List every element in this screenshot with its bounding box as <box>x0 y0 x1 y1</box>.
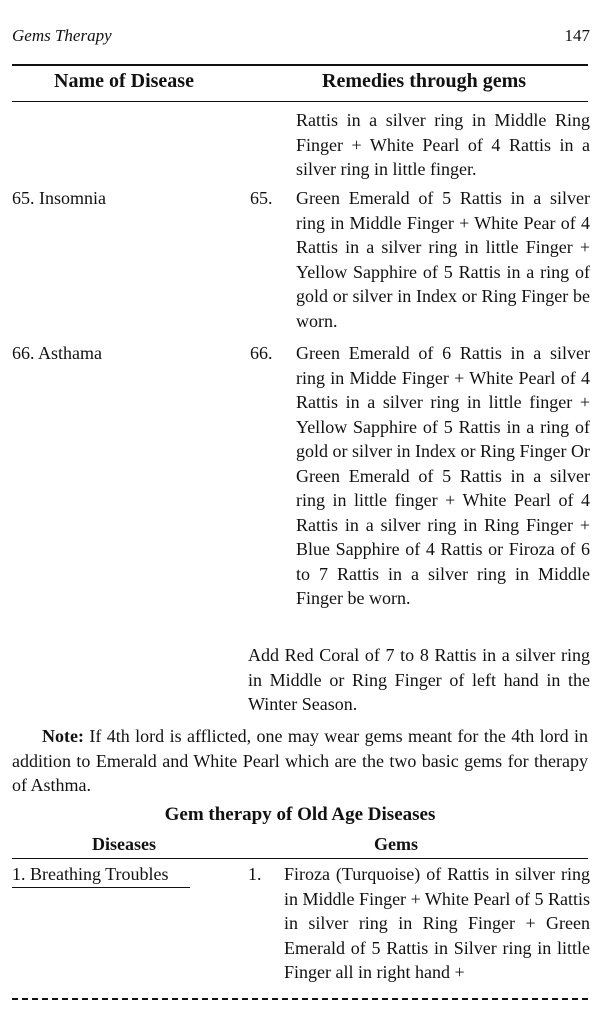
remedy-text: Green Emerald of 6 Rattis in a silver ring in Midde Finger + White Pearl of 4 Rattis in a silver ring in little finger + Yellow Sapphire of 5 Rattis in a ring of gold or silver in Index or Ring Finger Or Green Emerald of 5 Rattis in a silver ring in little finger + White Pearl of 4 Rattis in a silver ring in Ring Finger + Blue Sapphire of 4 Rattis or Firoza of 6 to 7 Rattis in a silver ring in Middle Finger be worn. <box>296 343 590 608</box>
remedy-number: 66. <box>250 343 273 363</box>
note-text: If 4th lord is afflicted, one may wear gems meant for the 4th lord in addition to Emerald and White Pearl which are the two basic gems for therapy of Asthma. <box>12 726 589 795</box>
table-top-rule <box>12 64 588 66</box>
note-paragraph <box>12 724 588 798</box>
page-continuation-dashes <box>12 998 588 1000</box>
remedy-number: 65. <box>250 188 273 208</box>
table-header-rule <box>12 101 588 102</box>
running-title: Gems Therapy <box>12 26 112 45</box>
remedy-continued: Rattis in a silver ring in Middle Ring Finger + White Pearl of 4 Rattis in a silver ring in little finger. <box>296 110 590 179</box>
remedy-addendum: Add Red Coral of 7 to 8 Rattis in a silver ring in Middle or Ring Finger of left hand in the Winter Season. <box>248 645 590 714</box>
column-header-remedy: Remedies through gems <box>322 70 527 92</box>
section-title: Gem therapy of Old Age Diseases <box>164 804 436 825</box>
page-number: 147 <box>564 26 590 45</box>
remedy-text: Firoza (Turquoise) of Rattis in silver ring in Middle Finger + White Pearl of 5 Rattis in silver ring in Ring Finger + Green Emerald of 5 Rattis in Silver ring in little Finger all in right hand + <box>284 864 590 982</box>
disease-underline <box>12 887 190 888</box>
note-label: Note: <box>42 726 84 746</box>
disease-name: 65. Insomnia <box>12 188 106 208</box>
column-header-gems: Gems <box>374 834 418 854</box>
table2-header-rule <box>12 858 588 859</box>
remedy-number: 1. <box>248 864 262 884</box>
column-header-diseases: Diseases <box>92 834 156 854</box>
disease-name: 1. Breathing Troubles <box>12 864 169 884</box>
remedy-text: Green Emerald of 5 Rattis in a silver ring in Middle Finger + White Pear of 4 Rattis in a silver ring in little Finger + Yellow Sapphire of 5 Rattis in a ring of gold or silver in Index or Ring Finger be worn. <box>296 188 590 331</box>
disease-name: 66. Asthama <box>12 343 102 363</box>
column-header-disease: Name of Disease <box>54 70 194 92</box>
